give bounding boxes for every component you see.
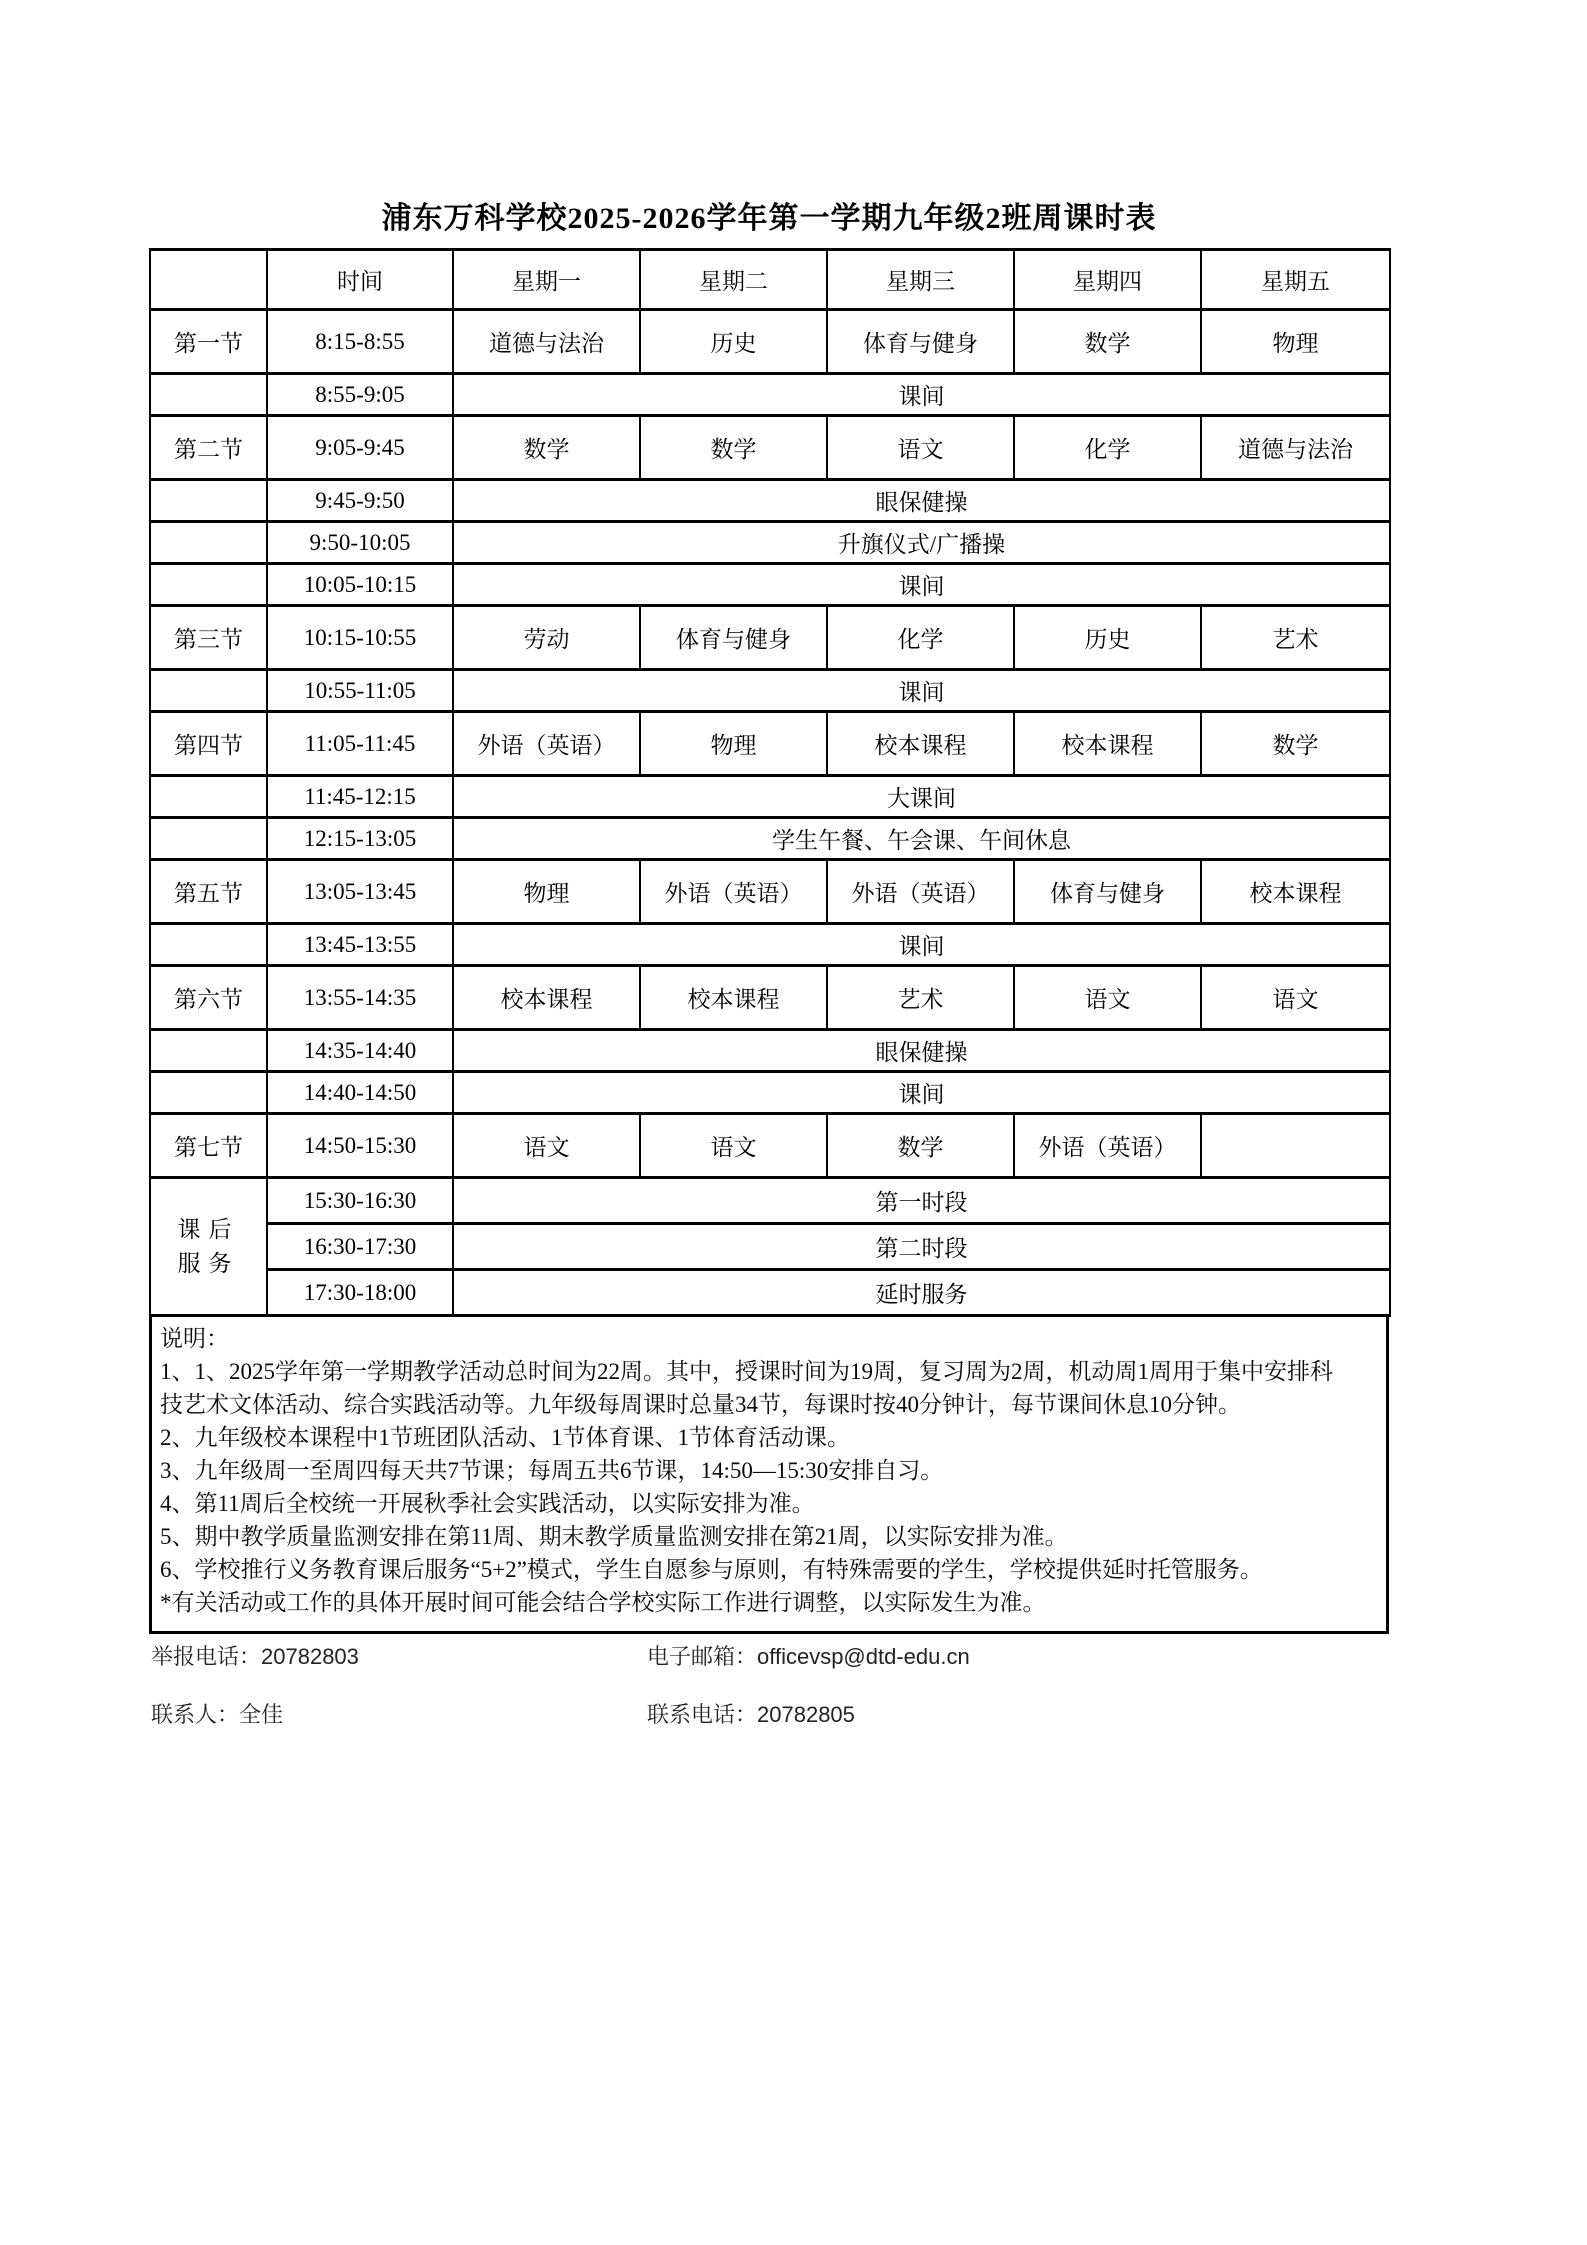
time-cell: 9:05-9:45: [267, 416, 453, 480]
contact-phone-value: 20782805: [757, 1702, 855, 1727]
subject-cell: 校本课程: [640, 966, 827, 1030]
service-label-line: 课后: [177, 1217, 240, 1243]
time-cell: 17:30-18:00: [267, 1270, 453, 1316]
subject-cell: 数学: [827, 1114, 1014, 1178]
timetable-row: [150, 924, 1390, 966]
time-cell: 9:45-9:50: [267, 480, 453, 522]
activity-cell: 第一时段: [453, 1178, 1390, 1224]
period-label-cell: 第四节: [150, 712, 267, 776]
note-line: 6、学校推行义务教育课后服务“5+2”模式，学生自愿参与原则，有特殊需要的学生，学校提供延时托管服务。: [160, 1557, 1263, 1582]
period-label-cell: 第七节: [150, 1114, 267, 1178]
contact-row: [149, 1640, 1389, 1698]
time-cell: 12:15-13:05: [267, 818, 453, 860]
time-cell: 11:05-11:45: [267, 712, 453, 776]
timetable-row: [150, 712, 1390, 776]
time-cell: 8:15-8:55: [267, 310, 453, 374]
report-phone-label: 举报电话：: [151, 1644, 262, 1669]
timetable-row: [150, 966, 1390, 1030]
subject-cell: 数学: [453, 416, 640, 480]
day-column-header: 星期三: [827, 250, 1014, 310]
contact-person: [151, 1698, 283, 1729]
period-label-cell: 第六节: [150, 966, 267, 1030]
empty-period-cell: [150, 776, 267, 818]
activity-cell: 第二时段: [453, 1224, 1390, 1270]
subject-cell: 道德与法治: [453, 310, 640, 374]
timetable-row: [150, 1072, 1390, 1114]
time-cell: 14:35-14:40: [267, 1030, 453, 1072]
subject-cell: 校本课程: [453, 966, 640, 1030]
subject-cell: 物理: [1201, 310, 1390, 374]
timetable-row: [150, 776, 1390, 818]
activity-cell: 课间: [453, 670, 1390, 712]
contact-phone-label: 联系电话：: [647, 1702, 758, 1727]
subject-cell: 语文: [827, 416, 1014, 480]
subject-cell: 外语（英语）: [453, 712, 640, 776]
activity-cell: 升旗仪式/广播操: [453, 522, 1390, 564]
timetable-row: [150, 1114, 1390, 1178]
subject-cell: 语文: [453, 1114, 640, 1178]
activity-cell: 学生午餐、午会课、午间休息: [453, 818, 1390, 860]
report-phone-value: 20782803: [261, 1644, 359, 1669]
empty-period-cell: [150, 818, 267, 860]
activity-cell: 课间: [453, 374, 1390, 416]
notes-heading: 说明：: [160, 1326, 229, 1351]
timetable-row: [150, 480, 1390, 522]
activity-cell: 大课间: [453, 776, 1390, 818]
timetable-row: [150, 1224, 1390, 1270]
empty-period-cell: [150, 374, 267, 416]
note-line: *有关活动或工作的具体开展时间可能会结合学校实际工作进行调整，以实际发生为准。: [160, 1590, 1046, 1615]
activity-cell: 眼保健操: [453, 480, 1390, 522]
time-cell: 10:55-11:05: [267, 670, 453, 712]
time-cell: 9:50-10:05: [267, 522, 453, 564]
timetable: [149, 248, 1391, 1317]
note-line: 2、九年级校本课程中1节班团队活动、1节体育课、1节体育活动课。: [160, 1425, 850, 1450]
notes-box: [149, 1314, 1389, 1634]
activity-cell: 课间: [453, 924, 1390, 966]
subject-cell: 艺术: [827, 966, 1014, 1030]
subject-cell: 劳动: [453, 606, 640, 670]
note-line: 技艺术文体活动、综合实践活动等。九年级每周课时总量34节，每课时按40分钟计，每节课间休息10分钟。: [160, 1392, 1241, 1417]
subject-cell: 语文: [640, 1114, 827, 1178]
activity-cell: 延时服务: [453, 1270, 1390, 1316]
contact-phone: [647, 1698, 855, 1729]
subject-cell: 外语（英语）: [1014, 1114, 1201, 1178]
note-line: 5、期中教学质量监测安排在第11周、期末教学质量监测安排在第21周，以实际安排为准。: [160, 1524, 1068, 1549]
subject-cell: 数学: [1201, 712, 1390, 776]
timetable-row: [150, 860, 1390, 924]
subject-cell: 体育与健身: [827, 310, 1014, 374]
empty-period-cell: [150, 1030, 267, 1072]
subject-cell: 历史: [1014, 606, 1201, 670]
time-cell: 10:15-10:55: [267, 606, 453, 670]
service-label-line: 服务: [177, 1250, 240, 1276]
subject-cell: 校本课程: [827, 712, 1014, 776]
subject-cell: 语文: [1014, 966, 1201, 1030]
empty-period-cell: [150, 480, 267, 522]
corner-cell: [150, 250, 267, 310]
subject-cell: 数学: [640, 416, 827, 480]
email-value: officevsp@dtd-edu.cn: [757, 1644, 970, 1669]
note-line: 1、1、2025学年第一学期教学活动总时间为22周。其中，授课时间为19周，复习周为2周，机动周1周用于集中安排科: [160, 1359, 1333, 1384]
subject-cell: 外语（英语）: [827, 860, 1014, 924]
period-label-cell: 第一节: [150, 310, 267, 374]
header-row: [150, 250, 1390, 310]
email-label: 电子邮箱：: [647, 1644, 758, 1669]
subject-cell: 化学: [827, 606, 1014, 670]
subject-cell: 物理: [453, 860, 640, 924]
timetable-row: [150, 374, 1390, 416]
timetable-row: [150, 416, 1390, 480]
timetable-row: [150, 310, 1390, 374]
empty-period-cell: [150, 924, 267, 966]
empty-period-cell: [150, 1072, 267, 1114]
empty-subject-cell: [1201, 1114, 1390, 1178]
timetable-row: [150, 1030, 1390, 1072]
empty-period-cell: [150, 522, 267, 564]
empty-period-cell: [150, 670, 267, 712]
period-label-cell: 第三节: [150, 606, 267, 670]
subject-cell: 校本课程: [1014, 712, 1201, 776]
subject-cell: 数学: [1014, 310, 1201, 374]
time-cell: 13:45-13:55: [267, 924, 453, 966]
notes-lines: [160, 1355, 1376, 1619]
subject-cell: 艺术: [1201, 606, 1390, 670]
timetable-row: [150, 670, 1390, 712]
day-column-header: 星期一: [453, 250, 640, 310]
empty-period-cell: [150, 564, 267, 606]
service-label-cell: [150, 1178, 267, 1316]
time-column-header: 时间: [267, 250, 453, 310]
day-column-header: 星期四: [1014, 250, 1201, 310]
contact-person-value: 全佳: [239, 1702, 284, 1727]
timetable-row: [150, 522, 1390, 564]
time-cell: 14:40-14:50: [267, 1072, 453, 1114]
subject-cell: 化学: [1014, 416, 1201, 480]
subject-cell: 外语（英语）: [640, 860, 827, 924]
timetable-row: [150, 606, 1390, 670]
note-line: 4、第11周后全校统一开展秋季社会实践活动，以实际安排为准。: [160, 1491, 815, 1516]
period-label-cell: 第二节: [150, 416, 267, 480]
subject-cell: 语文: [1201, 966, 1390, 1030]
activity-cell: 课间: [453, 1072, 1390, 1114]
subject-cell: 历史: [640, 310, 827, 374]
subject-cell: 体育与健身: [640, 606, 827, 670]
note-line: 3、九年级周一至周四每天共7节课；每周五共6节课，14:50—15:30安排自习。: [160, 1458, 944, 1483]
email: [647, 1640, 970, 1671]
timetable-body: [150, 310, 1390, 1316]
timetable-row: [150, 564, 1390, 606]
time-cell: 15:30-16:30: [267, 1178, 453, 1224]
timetable-header: [150, 250, 1390, 310]
page-title: 浦东万科学校2025-2026学年第一学期九年级2班周课时表: [381, 202, 1157, 235]
subject-cell: 物理: [640, 712, 827, 776]
activity-cell: 眼保健操: [453, 1030, 1390, 1072]
time-cell: 16:30-17:30: [267, 1224, 453, 1270]
contact-person-label: 联系人：: [151, 1702, 240, 1727]
time-cell: 13:55-14:35: [267, 966, 453, 1030]
contacts: [149, 1640, 1389, 1756]
contact-row: [149, 1698, 1389, 1756]
timetable-row: [150, 818, 1390, 860]
time-cell: 13:05-13:45: [267, 860, 453, 924]
time-cell: 14:50-15:30: [267, 1114, 453, 1178]
time-cell: 10:05-10:15: [267, 564, 453, 606]
period-label-cell: 第五节: [150, 860, 267, 924]
activity-cell: 课间: [453, 564, 1390, 606]
subject-cell: 体育与健身: [1014, 860, 1201, 924]
time-cell: 8:55-9:05: [267, 374, 453, 416]
subject-cell: 校本课程: [1201, 860, 1390, 924]
timetable-row: [150, 1178, 1390, 1224]
report-phone: [151, 1640, 359, 1671]
day-column-header: 星期二: [640, 250, 827, 310]
timetable-row: [150, 1270, 1390, 1316]
time-cell: 11:45-12:15: [267, 776, 453, 818]
day-column-header: 星期五: [1201, 250, 1390, 310]
subject-cell: 道德与法治: [1201, 416, 1390, 480]
